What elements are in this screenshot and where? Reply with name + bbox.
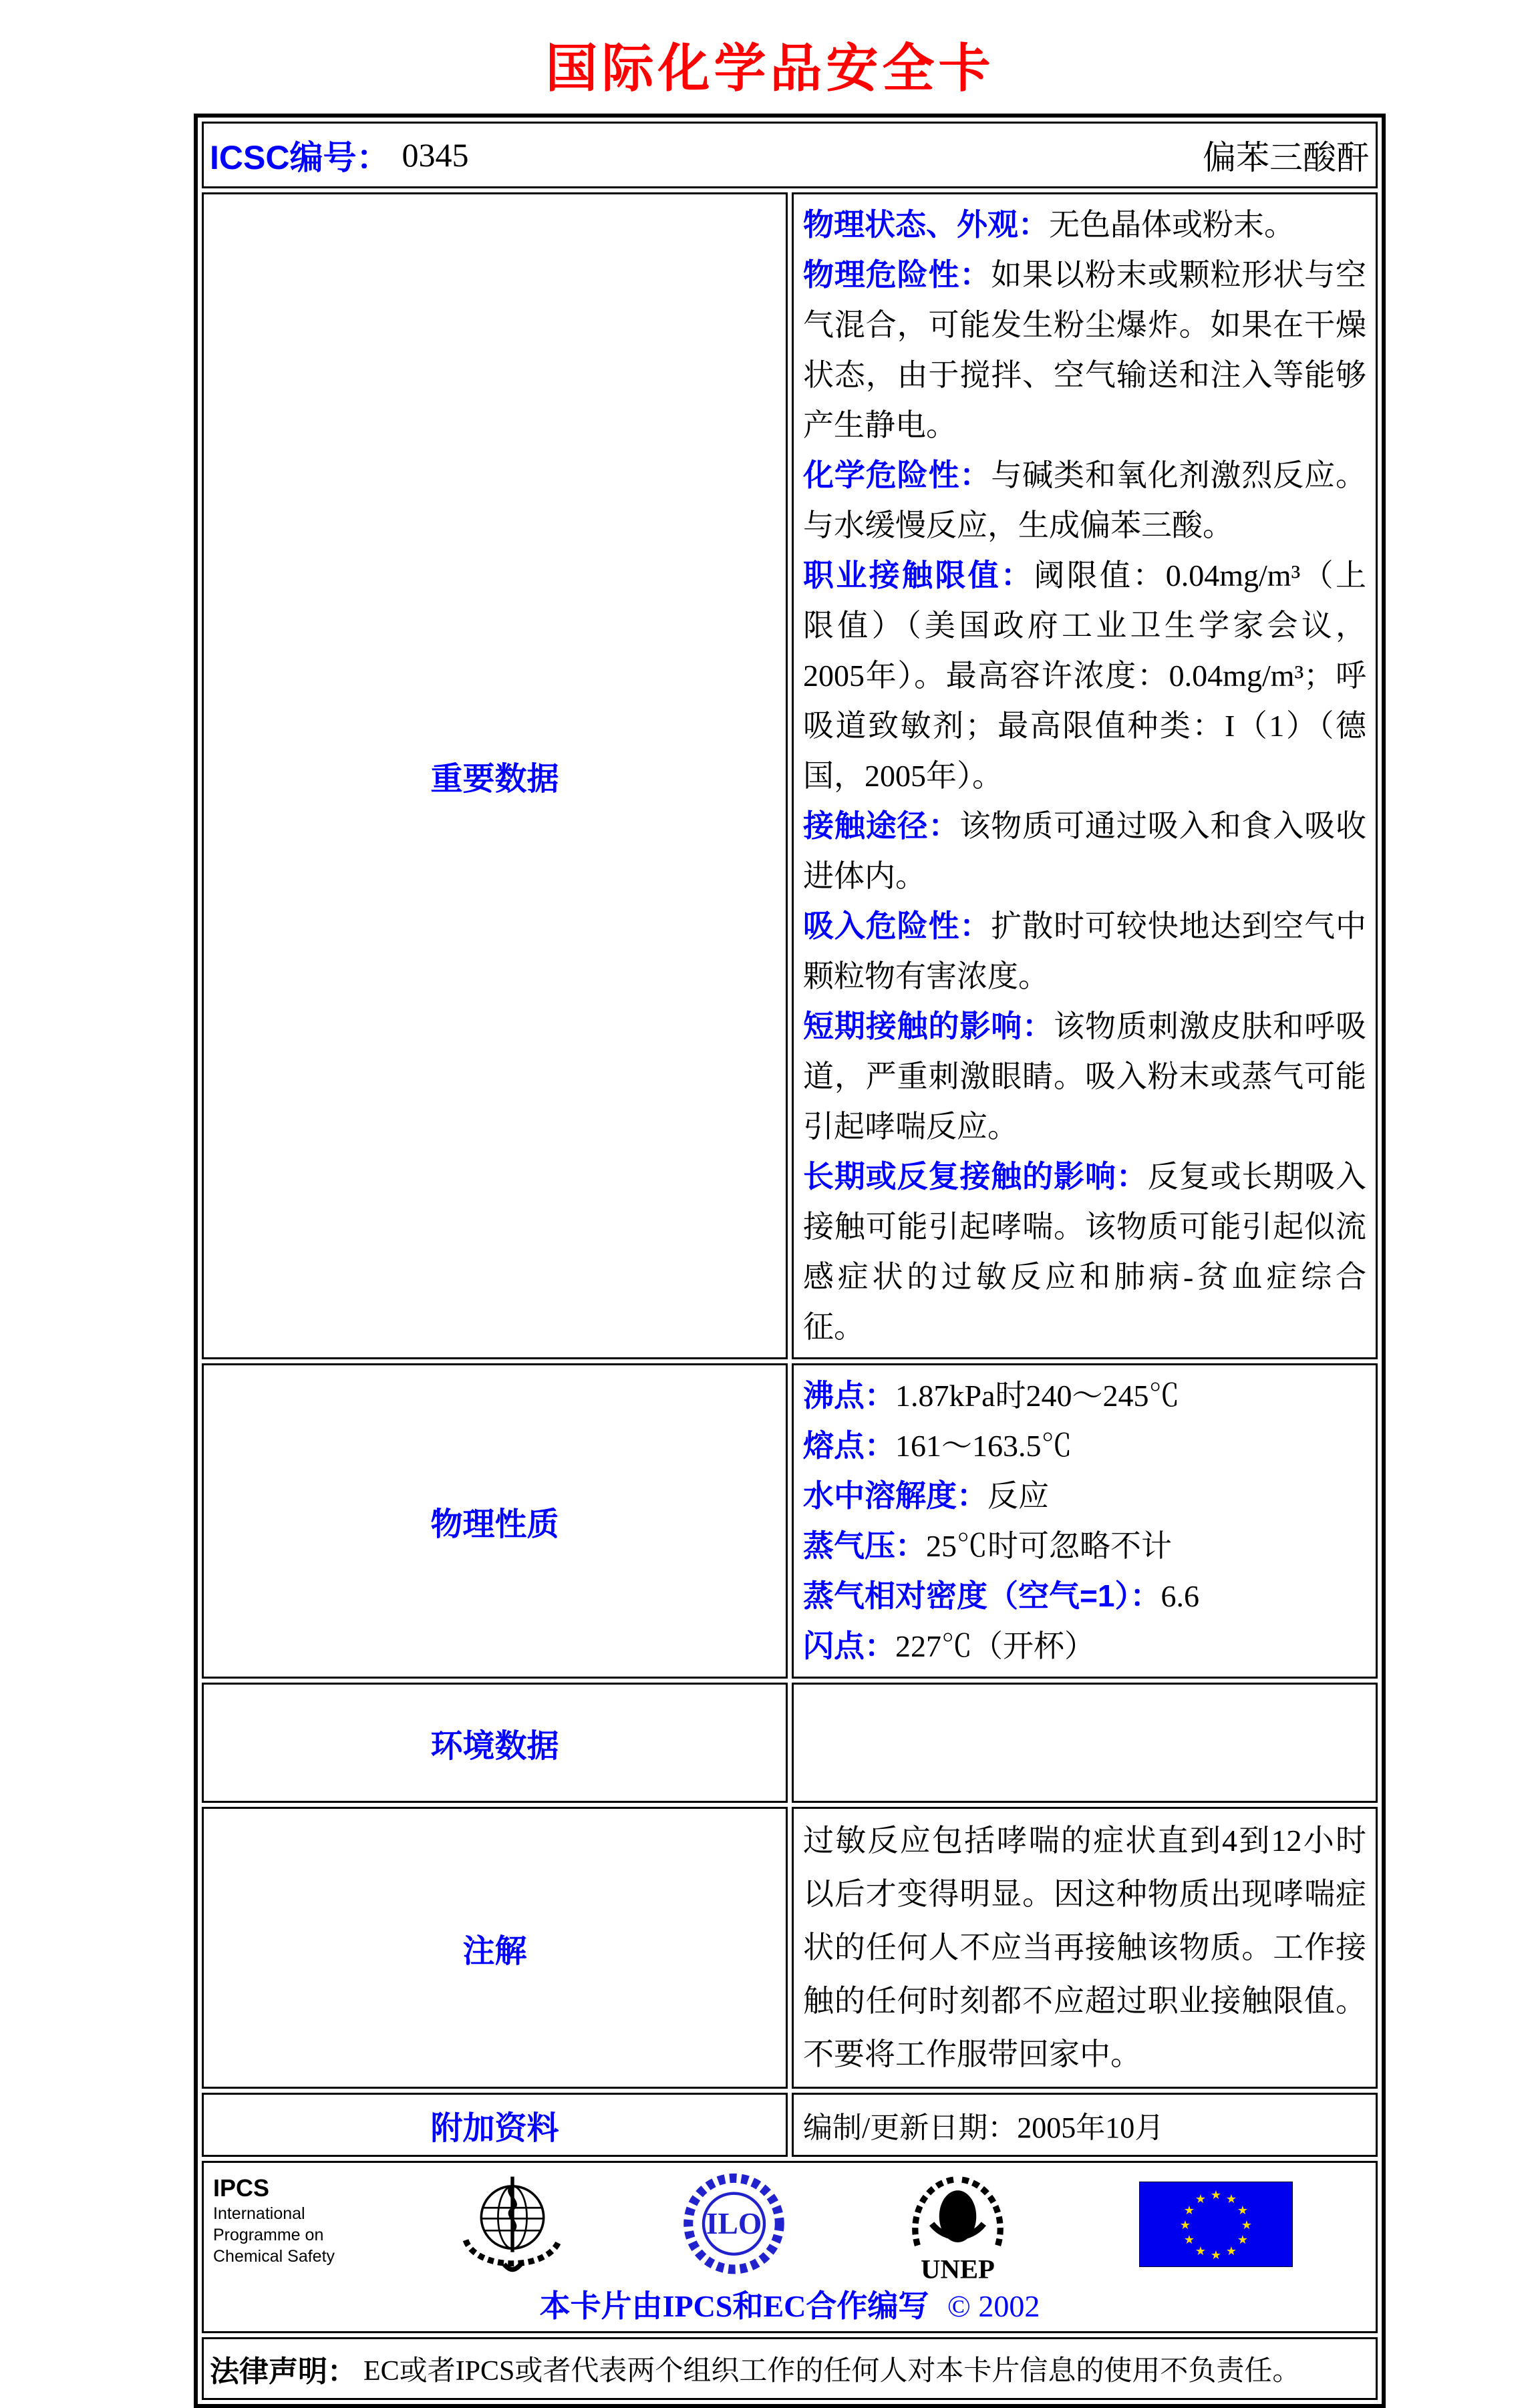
entry-text: 反应 xyxy=(987,1479,1049,1513)
svg-text:★: ★ xyxy=(1210,2248,1222,2262)
environmental-data-row xyxy=(202,1683,1378,1803)
entry-text: 如果以粉末或颗粒形状与空气混合，可能发生粉尘爆炸。如果在干燥状态，由于搅拌、空气输送和注入等能够产生静电。 xyxy=(803,258,1367,442)
notes-text: 过敏反应包括哮喘的症状直到4到12小时以后才变得明显。因这种物质出现哮喘症状的任何人不应当再接触该物质。工作接触的任何时刻都不应超过职业接触限值。不要将工作服带回家中。 xyxy=(803,1824,1366,2071)
ipcs-line: Chemical Safety xyxy=(213,2247,335,2266)
svg-text:★: ★ xyxy=(1195,2244,1207,2258)
svg-text:★: ★ xyxy=(1179,2218,1191,2232)
entry-label: 短期接触的影响： xyxy=(803,1009,1054,1043)
svg-text:★: ★ xyxy=(1183,2204,1195,2218)
entry-text: 该物质刺激皮肤和呼吸道，严重刺激眼睛。吸入粉末或蒸气可能引起哮喘反应。 xyxy=(803,1009,1367,1144)
copyright-text: © 2002 xyxy=(947,2289,1040,2323)
additional-info-label: 附加资料 xyxy=(202,2093,788,2157)
legal-text: EC或者IPCS或者代表两个组织工作的任何人对本卡片信息的使用不负责任。 xyxy=(363,2356,1301,2387)
entry-text: 反复或长期吸入接触可能引起哮喘。该物质可能引起似流感症状的过敏反应和肺病-贫血症综合征。 xyxy=(803,1160,1367,1344)
ipcs-block xyxy=(213,2174,335,2267)
entry-vapour-pressure xyxy=(803,1521,1366,1571)
entry-label: 物理危险性： xyxy=(803,257,991,292)
entry-label: 物理状态、外观： xyxy=(803,207,1049,242)
svg-text:★: ★ xyxy=(1237,2233,1249,2247)
entry-label: 长期或反复接触的影响： xyxy=(803,1159,1148,1194)
entry-label: 水中溶解度： xyxy=(803,1478,987,1513)
physical-properties-label: 物理性质 xyxy=(202,1363,788,1679)
legal-row xyxy=(202,2337,1378,2400)
additional-info-row xyxy=(202,2093,1378,2157)
legal-label: 法律声明： xyxy=(210,2355,357,2388)
entry-exposure-routes xyxy=(803,801,1366,901)
svg-text:★: ★ xyxy=(1241,2218,1253,2232)
entry-label: 蒸气相对密度（空气=1）： xyxy=(803,1578,1161,1613)
physical-properties-row xyxy=(202,1363,1378,1679)
entry-text: 该物质可通过吸入和食入吸收进体内。 xyxy=(803,809,1367,893)
entry-text: 阈限值：0.04mg/m³（上限值）（美国政府工业卫生学家会议，2005年）。最高容许浓度：0.04mg/m³；呼吸道致敏剂；最高限值种类：I（1）（德国，2005年）。 xyxy=(803,558,1367,793)
svg-text:★: ★ xyxy=(1237,2204,1249,2218)
entry-text: 161～163.5℃ xyxy=(895,1429,1072,1463)
additional-info-content: 编制/更新日期：2005年10月 xyxy=(792,2093,1378,2157)
entry-physical-state xyxy=(803,200,1366,250)
svg-text:★: ★ xyxy=(1183,2233,1195,2247)
footer-caption xyxy=(204,2282,1376,2326)
icsc-number-label: ICSC编号： xyxy=(210,139,390,176)
icsc-number-value: 0345 xyxy=(402,136,469,174)
notes-content xyxy=(792,1807,1378,2089)
unep-letters: UNEP xyxy=(921,2254,995,2284)
notes-row xyxy=(202,1807,1378,2089)
svg-text:★: ★ xyxy=(1195,2192,1207,2206)
entry-text: 无色晶体或粉末。 xyxy=(1049,208,1295,242)
who-logo-icon xyxy=(452,2168,573,2288)
entry-vapour-density xyxy=(803,1571,1366,1621)
logos-row xyxy=(202,2161,1378,2333)
important-data-row xyxy=(202,192,1378,1359)
entry-long-term-effects xyxy=(803,1152,1366,1352)
chemical-name: 偏苯三酸酐 xyxy=(1203,139,1370,176)
entry-label: 沸点： xyxy=(803,1378,895,1413)
entry-short-term-effects xyxy=(803,1001,1366,1152)
entry-text: 扩散时可较快地达到空气中颗粒物有害浓度。 xyxy=(803,909,1367,993)
caption-text: 本卡片由IPCS和EC合作编写 xyxy=(539,2289,929,2323)
icsc-card-table xyxy=(194,114,1386,2408)
header-row xyxy=(202,122,1378,188)
ipcs-acronym: IPCS xyxy=(213,2174,270,2202)
ipcs-line: Programme on xyxy=(213,2226,324,2244)
entry-boiling-point xyxy=(803,1371,1366,1421)
svg-text:★: ★ xyxy=(1210,2188,1222,2202)
entry-label: 接触途径： xyxy=(803,808,960,843)
entry-flash-point xyxy=(803,1621,1366,1671)
entry-text: 与碱类和氧化剂激烈反应。与水缓慢反应，生成偏苯三酸。 xyxy=(803,458,1367,542)
entry-text: 6.6 xyxy=(1161,1579,1199,1613)
entry-text: 1.87kPa时240～245℃ xyxy=(895,1379,1180,1413)
notes-label: 注解 xyxy=(202,1807,788,2089)
entry-chemical-danger xyxy=(803,450,1366,550)
entry-inhalation-risk xyxy=(803,901,1366,1001)
ipcs-line: International xyxy=(213,2204,305,2223)
entry-text: 227℃（开杯） xyxy=(895,1629,1095,1663)
physical-properties-content xyxy=(792,1363,1378,1679)
important-data-label: 重要数据 xyxy=(202,192,788,1359)
ilo-logo-icon xyxy=(675,2168,792,2288)
card-header xyxy=(204,124,1375,186)
entry-melting-point xyxy=(803,1421,1366,1471)
environmental-data-label: 环境数据 xyxy=(202,1683,788,1803)
ilo-letters: ILO xyxy=(706,2206,762,2240)
entry-text: 25℃时可忽略不计 xyxy=(926,1529,1172,1563)
entry-label: 化学危险性： xyxy=(803,458,991,492)
entry-label: 熔点： xyxy=(803,1428,895,1463)
svg-text:★: ★ xyxy=(1225,2244,1237,2258)
entry-physical-danger xyxy=(803,250,1366,450)
entry-water-solubility xyxy=(803,1471,1366,1521)
svg-text:★: ★ xyxy=(1225,2192,1237,2206)
logos-footer xyxy=(202,2161,1378,2333)
environmental-data-content xyxy=(792,1683,1378,1803)
entry-label: 职业接触限值： xyxy=(803,558,1034,592)
entry-label: 蒸气压： xyxy=(803,1528,926,1563)
legal-notice xyxy=(204,2340,1375,2397)
entry-label: 吸入危险性： xyxy=(803,908,991,943)
eu-flag-icon xyxy=(1139,2182,1293,2270)
entry-occupational-exposure-limit xyxy=(803,550,1366,801)
unep-logo-icon xyxy=(896,2168,1020,2295)
important-data-content xyxy=(792,192,1378,1359)
entry-label: 闪点： xyxy=(803,1628,895,1663)
page-title: 国际化学品安全卡 xyxy=(545,39,995,98)
